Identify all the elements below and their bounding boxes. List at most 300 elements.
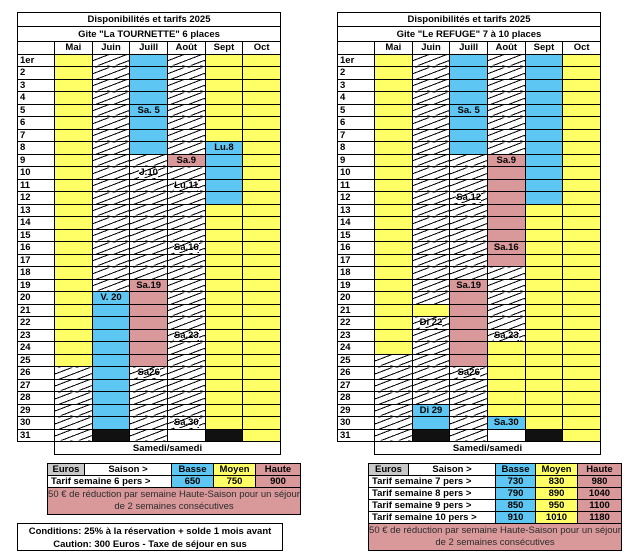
day-cell: [525, 379, 563, 392]
day-label: 29: [338, 404, 375, 417]
day-cell: [243, 417, 281, 430]
day-row: [18, 342, 281, 355]
month-header-row: [18, 42, 281, 55]
day-cell: [487, 379, 525, 392]
day-cell: [205, 317, 243, 330]
calendar-title: Disponibilités et tarifs 2025: [338, 13, 601, 27]
day-cell: [487, 167, 525, 180]
day-cell: [563, 429, 601, 442]
day-cell: [92, 242, 130, 255]
day-cell: [92, 367, 130, 380]
day-cell: [205, 429, 243, 442]
day-cell: [563, 192, 601, 205]
day-label: 19: [338, 279, 375, 292]
day-label: 7: [338, 129, 375, 142]
day-cell: [375, 79, 413, 92]
price-moyen: 750: [214, 476, 256, 488]
day-cell: [525, 154, 563, 167]
discount-note: 50 € de réduction par semaine Haute-Saison pour un séjour de 2 semaines consécutives: [369, 524, 622, 551]
day-cell: [167, 317, 205, 330]
day-cell: [412, 417, 450, 430]
date-marker: Di 29: [419, 404, 443, 416]
moyen-header: Moyen: [536, 464, 578, 476]
gite-name: Gite "La TOURNETTE" 6 places: [18, 27, 281, 42]
price-row-label: Tarif semaine 6 pers >: [48, 476, 172, 488]
day-cell: [450, 354, 488, 367]
day-cell: [563, 217, 601, 230]
price-haute: 900: [256, 476, 301, 488]
day-label: 18: [18, 267, 55, 280]
day-cell: [375, 354, 413, 367]
day-cell: [130, 429, 168, 442]
date-marker: Sa.23: [173, 329, 199, 341]
day-cell: [55, 342, 93, 355]
day-cell: [375, 129, 413, 142]
day-cell: [525, 204, 563, 217]
day-cell: [130, 217, 168, 230]
day-cell: [563, 267, 601, 280]
day-label: 30: [338, 417, 375, 430]
day-cell: [205, 117, 243, 130]
day-cell: [450, 92, 488, 105]
day-cell: [563, 254, 601, 267]
day-cell: [92, 429, 130, 442]
day-cell: [412, 367, 450, 380]
day-cell: [450, 217, 488, 230]
day-cell: [205, 142, 243, 155]
day-row: [338, 217, 601, 230]
day-label: 9: [18, 154, 55, 167]
price-moyen: 1010: [536, 512, 578, 524]
day-cell: [92, 179, 130, 192]
day-cell: [412, 204, 450, 217]
day-label: 13: [18, 204, 55, 217]
day-cell: [563, 204, 601, 217]
day-cell: [205, 354, 243, 367]
day-cell: [205, 179, 243, 192]
day-cell: [525, 317, 563, 330]
calendar-table: [337, 12, 601, 455]
day-row: [18, 117, 281, 130]
day-label: 16: [18, 242, 55, 255]
day-cell: [450, 304, 488, 317]
day-cell: [92, 204, 130, 217]
date-marker: Sa.30: [173, 417, 199, 429]
day-cell: [487, 92, 525, 105]
month-header: Sept: [205, 42, 243, 55]
day-cell: [92, 229, 130, 242]
day-cell: [205, 217, 243, 230]
day-row: [338, 254, 601, 267]
day-row: [18, 254, 281, 267]
day-cell: [487, 292, 525, 305]
day-cell: [55, 267, 93, 280]
day-row: [18, 104, 281, 117]
day-cell: [167, 104, 205, 117]
day-cell: [450, 229, 488, 242]
day-cell: [563, 79, 601, 92]
day-row: [338, 242, 601, 255]
day-cell: [375, 317, 413, 330]
day-cell: [375, 429, 413, 442]
day-row: [18, 242, 281, 255]
day-cell: [167, 429, 205, 442]
day-label: 31: [18, 429, 55, 442]
day-cell: [525, 117, 563, 130]
date-marker: Sa.9: [496, 154, 517, 166]
day-cell: [167, 292, 205, 305]
day-cell: [487, 204, 525, 217]
day-cell: [375, 379, 413, 392]
day-cell: [487, 404, 525, 417]
day-cell: [375, 242, 413, 255]
day-cell: [92, 254, 130, 267]
haute-header: Haute: [578, 464, 622, 476]
day-cell: [487, 79, 525, 92]
day-cell: [563, 292, 601, 305]
day-row: [338, 142, 601, 155]
day-cell: [450, 67, 488, 80]
day-cell: [243, 229, 281, 242]
day-cell: [55, 292, 93, 305]
price-basse: 730: [496, 476, 536, 488]
day-cell: [167, 254, 205, 267]
month-header: Juill: [130, 42, 168, 55]
date-marker: Lu.11: [174, 179, 199, 191]
day-label: 6: [18, 117, 55, 130]
date-marker: Sa.30: [493, 417, 519, 429]
day-cell: [563, 329, 601, 342]
day-row: [338, 329, 601, 342]
day-cell: [243, 392, 281, 405]
calendar-refuge: [337, 12, 601, 455]
day-cell: [412, 379, 450, 392]
day-label: 28: [338, 392, 375, 405]
day-cell: [563, 167, 601, 180]
day-cell: [243, 117, 281, 130]
day-row: [338, 354, 601, 367]
day-cell: [243, 304, 281, 317]
day-cell: [243, 354, 281, 367]
day-cell: [205, 79, 243, 92]
price-row-label: Tarif semaine 9 pers >: [369, 500, 496, 512]
day-cell: [525, 192, 563, 205]
day-cell: [412, 79, 450, 92]
day-cell: [450, 317, 488, 330]
day-cell: [412, 304, 450, 317]
day-cell: [487, 329, 525, 342]
calendar-title: Disponibilités et tarifs 2025: [18, 13, 281, 27]
day-cell: [243, 217, 281, 230]
day-cell: [487, 317, 525, 330]
day-label: 4: [338, 92, 375, 105]
day-cell: [525, 129, 563, 142]
day-cell: [412, 92, 450, 105]
day-cell: [205, 254, 243, 267]
day-cell: [525, 354, 563, 367]
basse-header: Basse: [172, 464, 214, 476]
date-marker: Sa.19: [136, 279, 162, 291]
day-cell: [243, 342, 281, 355]
day-row: [18, 267, 281, 280]
day-cell: [243, 292, 281, 305]
day-cell: [55, 67, 93, 80]
day-cell: [450, 292, 488, 305]
day-cell: [55, 242, 93, 255]
day-row: [18, 54, 281, 67]
day-row: [18, 279, 281, 292]
day-cell: [130, 54, 168, 67]
day-cell: [55, 167, 93, 180]
day-cell: [130, 254, 168, 267]
day-cell: [450, 242, 488, 255]
day-header: [18, 42, 55, 55]
day-cell: [243, 367, 281, 380]
day-cell: [487, 367, 525, 380]
month-header: Juin: [92, 42, 130, 55]
day-cell: [525, 67, 563, 80]
day-cell: [563, 54, 601, 67]
gite-name: Gite "Le REFUGE" 7 à 10 places: [338, 27, 601, 42]
day-row: [18, 67, 281, 80]
day-cell: [167, 92, 205, 105]
day-cell: [55, 417, 93, 430]
day-cell: [243, 279, 281, 292]
day-cell: [450, 54, 488, 67]
day-label: 12: [18, 192, 55, 205]
day-cell: [130, 304, 168, 317]
day-cell: [55, 117, 93, 130]
day-cell: [487, 54, 525, 67]
discount-note: 50 € de réduction par semaine Haute-Saison pour un séjour de 2 semaines consécutives: [48, 488, 301, 515]
day-cell: [450, 154, 488, 167]
day-label: 25: [18, 354, 55, 367]
day-row: [338, 204, 601, 217]
day-cell: [525, 229, 563, 242]
day-row: [338, 104, 601, 117]
day-cell: [205, 67, 243, 80]
date-marker: Di 22: [419, 317, 443, 329]
day-cell: [525, 279, 563, 292]
day-label: 24: [338, 342, 375, 355]
day-cell: [412, 54, 450, 67]
day-cell: [563, 129, 601, 142]
day-cell: [375, 204, 413, 217]
date-marker: Lu.8: [214, 142, 234, 154]
day-cell: [525, 104, 563, 117]
day-cell: [450, 417, 488, 430]
day-cell: [412, 129, 450, 142]
day-label: 25: [338, 354, 375, 367]
day-cell: [412, 104, 450, 117]
day-cell: [167, 392, 205, 405]
day-cell: [525, 54, 563, 67]
price-haute: 1100: [578, 500, 622, 512]
date-marker: V. 20: [100, 292, 122, 304]
day-row: [338, 267, 601, 280]
month-header: Juin: [412, 42, 450, 55]
day-row: [18, 292, 281, 305]
day-cell: [525, 392, 563, 405]
day-cell: [243, 79, 281, 92]
day-cell: [55, 317, 93, 330]
day-cell: [375, 267, 413, 280]
day-label: 13: [338, 204, 375, 217]
day-cell: [525, 292, 563, 305]
day-cell: [92, 404, 130, 417]
price-haute: 1040: [578, 488, 622, 500]
day-cell: [55, 304, 93, 317]
day-cell: [412, 354, 450, 367]
day-label: 23: [338, 329, 375, 342]
day-cell: [487, 142, 525, 155]
day-cell: [205, 329, 243, 342]
day-cell: [92, 354, 130, 367]
day-cell: [205, 229, 243, 242]
day-cell: [375, 154, 413, 167]
date-marker: Sa. 5: [137, 104, 160, 116]
day-cell: [487, 254, 525, 267]
pricing-table-tournette: [47, 463, 301, 515]
date-marker: J.10: [139, 167, 158, 179]
day-cell: [563, 417, 601, 430]
day-cell: [92, 117, 130, 130]
day-cell: [412, 279, 450, 292]
calendar-tournette: [17, 12, 281, 455]
day-cell: [130, 242, 168, 255]
day-row: [18, 417, 281, 430]
day-cell: [412, 404, 450, 417]
day-cell: [525, 217, 563, 230]
day-cell: [412, 254, 450, 267]
day-row: [18, 329, 281, 342]
day-label: 8: [18, 142, 55, 155]
day-cell: [450, 342, 488, 355]
day-cell: [205, 392, 243, 405]
day-cell: [450, 367, 488, 380]
day-cell: [92, 379, 130, 392]
day-cell: [243, 104, 281, 117]
price-row: [369, 512, 622, 524]
day-cell: [205, 54, 243, 67]
day-label: 9: [338, 154, 375, 167]
day-cell: [563, 379, 601, 392]
day-cell: [243, 429, 281, 442]
calendar-table: [17, 12, 281, 455]
day-cell: [92, 279, 130, 292]
day-label: 21: [338, 304, 375, 317]
day-cell: [130, 179, 168, 192]
day-cell: [92, 79, 130, 92]
day-label: 20: [338, 292, 375, 305]
day-cell: [412, 429, 450, 442]
day-cell: [130, 117, 168, 130]
day-cell: [450, 267, 488, 280]
month-header: Août: [487, 42, 525, 55]
day-cell: [563, 342, 601, 355]
day-cell: [130, 292, 168, 305]
day-row: [18, 429, 281, 442]
month-header: Août: [167, 42, 205, 55]
day-cell: [525, 167, 563, 180]
day-cell: [487, 429, 525, 442]
day-cell: [167, 417, 205, 430]
day-cell: [563, 104, 601, 117]
day-cell: [55, 154, 93, 167]
day-cell: [450, 329, 488, 342]
day-label: 30: [18, 417, 55, 430]
day-cell: [130, 167, 168, 180]
euros-header: Euros: [48, 464, 85, 476]
day-cell: [487, 279, 525, 292]
day-row: [18, 192, 281, 205]
day-row: [338, 429, 601, 442]
day-cell: [487, 304, 525, 317]
price-basse: 910: [496, 512, 536, 524]
day-cell: [92, 129, 130, 142]
day-cell: [375, 392, 413, 405]
day-cell: [243, 67, 281, 80]
day-row: [18, 354, 281, 367]
price-row: [48, 476, 301, 488]
day-cell: [55, 204, 93, 217]
day-cell: [487, 392, 525, 405]
day-cell: [412, 142, 450, 155]
day-label: 15: [338, 229, 375, 242]
day-label: 3: [338, 79, 375, 92]
day-cell: [130, 404, 168, 417]
day-cell: [130, 417, 168, 430]
day-cell: [92, 267, 130, 280]
day-cell: [130, 104, 168, 117]
day-cell: [487, 104, 525, 117]
day-cell: [243, 167, 281, 180]
day-cell: [563, 117, 601, 130]
day-cell: [450, 429, 488, 442]
day-cell: [130, 192, 168, 205]
day-row: [338, 279, 601, 292]
day-label: 22: [18, 317, 55, 330]
day-cell: [412, 192, 450, 205]
day-row: [18, 92, 281, 105]
day-cell: [167, 204, 205, 217]
day-header: [338, 442, 375, 455]
day-cell: [563, 179, 601, 192]
day-cell: [55, 129, 93, 142]
day-row: [338, 79, 601, 92]
day-cell: [55, 104, 93, 117]
day-cell: [92, 417, 130, 430]
day-cell: [92, 329, 130, 342]
day-row: [338, 367, 601, 380]
date-marker: Sa. 5: [457, 104, 480, 116]
day-cell: [487, 242, 525, 255]
day-cell: [563, 317, 601, 330]
price-basse: 650: [172, 476, 214, 488]
day-cell: [167, 267, 205, 280]
day-cell: [450, 279, 488, 292]
basse-header: Basse: [496, 464, 536, 476]
day-cell: [243, 379, 281, 392]
day-cell: [130, 329, 168, 342]
season-header: Saison >: [409, 464, 496, 476]
day-label: 15: [18, 229, 55, 242]
day-cell: [167, 129, 205, 142]
day-cell: [450, 117, 488, 130]
day-cell: [450, 167, 488, 180]
day-cell: [563, 279, 601, 292]
day-cell: [563, 404, 601, 417]
